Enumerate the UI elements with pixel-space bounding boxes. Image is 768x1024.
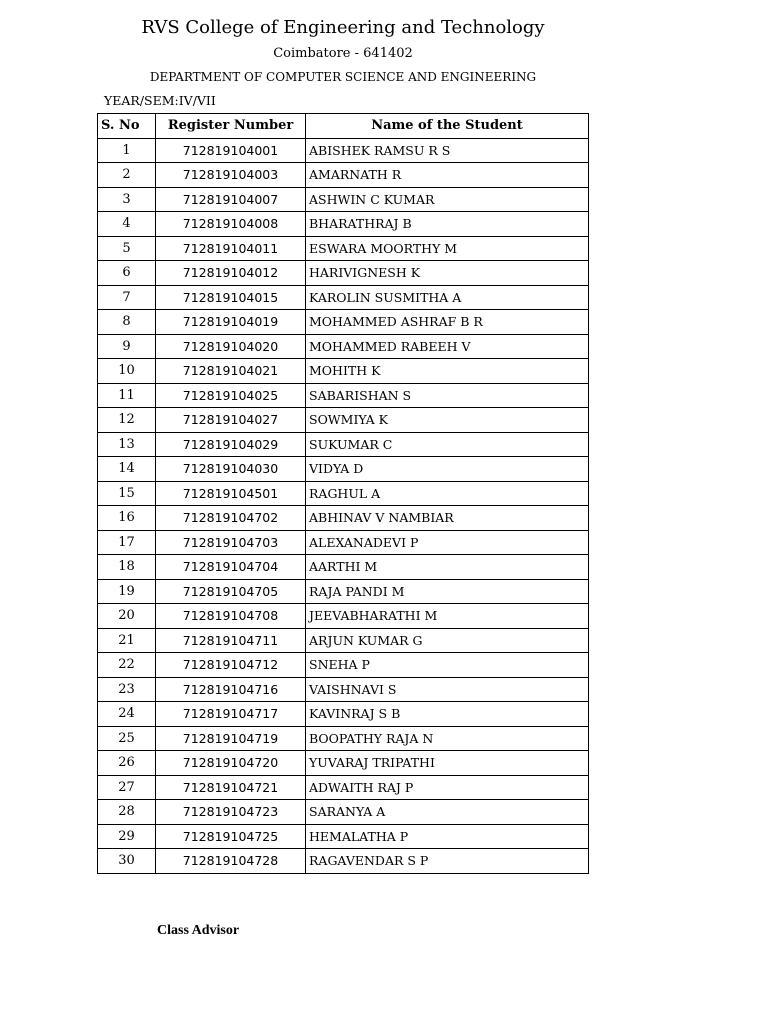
serial-number-cell: 9 — [98, 334, 156, 359]
table-row — [98, 457, 589, 482]
table-row — [98, 481, 589, 506]
student-name-cell: ASHWIN C KUMAR — [306, 187, 589, 212]
column-header-sno: S. No — [98, 114, 156, 139]
table-row — [98, 187, 589, 212]
table-row — [98, 261, 589, 286]
register-number-cell: 712819104008 — [156, 212, 306, 237]
table-row — [98, 432, 589, 457]
table-row — [98, 310, 589, 335]
register-number-cell: 712819104719 — [156, 726, 306, 751]
table-row — [98, 751, 589, 776]
student-name-cell: VIDYA D — [306, 457, 589, 482]
class-advisor-label: Class Advisor — [157, 923, 240, 938]
student-table-body — [98, 138, 589, 873]
student-name-cell: KAROLIN SUSMITHA A — [306, 285, 589, 310]
student-name-cell: HARIVIGNESH K — [306, 261, 589, 286]
table-row — [98, 628, 589, 653]
serial-number-cell: 11 — [98, 383, 156, 408]
table-row — [98, 138, 589, 163]
serial-number-cell: 18 — [98, 555, 156, 580]
register-number-cell: 712819104702 — [156, 506, 306, 531]
register-number-cell: 712819104705 — [156, 579, 306, 604]
college-title: RVS College of Engineering and Technology — [141, 17, 545, 38]
table-row — [98, 604, 589, 629]
table-header-row — [98, 114, 589, 139]
student-name-cell: ADWAITH RAJ P — [306, 775, 589, 800]
table-row — [98, 653, 589, 678]
student-name-cell: RAJA PANDI M — [306, 579, 589, 604]
register-number-cell: 712819104708 — [156, 604, 306, 629]
register-number-cell: 712819104021 — [156, 359, 306, 384]
register-number-cell: 712819104716 — [156, 677, 306, 702]
register-number-cell: 712819104704 — [156, 555, 306, 580]
year-sem-label: YEAR/SEM:IV/VII — [104, 93, 216, 108]
serial-number-cell: 1 — [98, 138, 156, 163]
table-row — [98, 163, 589, 188]
student-name-cell: SARANYA A — [306, 800, 589, 825]
student-name-cell: AARTHI M — [306, 555, 589, 580]
student-name-cell: ARJUN KUMAR G — [306, 628, 589, 653]
serial-number-cell: 3 — [98, 187, 156, 212]
register-number-cell: 712819104012 — [156, 261, 306, 286]
serial-number-cell: 10 — [98, 359, 156, 384]
student-name-cell: VAISHNAVI S — [306, 677, 589, 702]
table-row — [98, 530, 589, 555]
register-number-cell: 712819104030 — [156, 457, 306, 482]
serial-number-cell: 22 — [98, 653, 156, 678]
student-name-cell: ESWARA MOORTHY M — [306, 236, 589, 261]
student-name-cell: MOHITH K — [306, 359, 589, 384]
register-number-cell: 712819104003 — [156, 163, 306, 188]
register-number-cell: 712819104019 — [156, 310, 306, 335]
student-name-cell: RAGHUL A — [306, 481, 589, 506]
register-number-cell: 712819104015 — [156, 285, 306, 310]
register-number-cell: 712819104007 — [156, 187, 306, 212]
table-row — [98, 775, 589, 800]
serial-number-cell: 16 — [98, 506, 156, 531]
register-number-cell: 712819104725 — [156, 824, 306, 849]
table-row — [98, 408, 589, 433]
register-number-cell: 712819104501 — [156, 481, 306, 506]
serial-number-cell: 25 — [98, 726, 156, 751]
serial-number-cell: 7 — [98, 285, 156, 310]
student-name-cell: SOWMIYA K — [306, 408, 589, 433]
serial-number-cell: 30 — [98, 849, 156, 874]
student-table — [97, 113, 589, 874]
serial-number-cell: 5 — [98, 236, 156, 261]
serial-number-cell: 27 — [98, 775, 156, 800]
student-name-cell: JEEVABHARATHI M — [306, 604, 589, 629]
table-row — [98, 212, 589, 237]
student-name-cell: SABARISHAN S — [306, 383, 589, 408]
student-name-cell: BHARATHRAJ B — [306, 212, 589, 237]
student-name-cell: SUKUMAR C — [306, 432, 589, 457]
serial-number-cell: 26 — [98, 751, 156, 776]
student-name-cell: AMARNATH R — [306, 163, 589, 188]
student-name-cell: RAGAVENDAR S P — [306, 849, 589, 874]
table-row — [98, 800, 589, 825]
department-title: DEPARTMENT OF COMPUTER SCIENCE AND ENGINEERING — [149, 70, 537, 84]
table-row — [98, 849, 589, 874]
serial-number-cell: 14 — [98, 457, 156, 482]
table-row — [98, 334, 589, 359]
register-number-cell: 712819104027 — [156, 408, 306, 433]
student-name-cell: ABHINAV V NAMBIAR — [306, 506, 589, 531]
register-number-cell: 712819104720 — [156, 751, 306, 776]
student-name-cell: MOHAMMED ASHRAF B R — [306, 310, 589, 335]
serial-number-cell: 29 — [98, 824, 156, 849]
register-number-cell: 712819104703 — [156, 530, 306, 555]
serial-number-cell: 8 — [98, 310, 156, 335]
register-number-cell: 712819104001 — [156, 138, 306, 163]
serial-number-cell: 19 — [98, 579, 156, 604]
register-number-cell: 712819104721 — [156, 775, 306, 800]
serial-number-cell: 6 — [98, 261, 156, 286]
student-name-cell: MOHAMMED RABEEH V — [306, 334, 589, 359]
student-name-cell: HEMALATHA P — [306, 824, 589, 849]
serial-number-cell: 13 — [98, 432, 156, 457]
serial-number-cell: 28 — [98, 800, 156, 825]
register-number-cell: 712819104011 — [156, 236, 306, 261]
serial-number-cell: 21 — [98, 628, 156, 653]
student-name-cell: SNEHA P — [306, 653, 589, 678]
serial-number-cell: 17 — [98, 530, 156, 555]
student-name-cell: ALEXANADEVI P — [306, 530, 589, 555]
serial-number-cell: 15 — [98, 481, 156, 506]
serial-number-cell: 12 — [98, 408, 156, 433]
table-row — [98, 579, 589, 604]
serial-number-cell: 2 — [98, 163, 156, 188]
table-row — [98, 383, 589, 408]
register-number-cell: 712819104020 — [156, 334, 306, 359]
student-name-cell: ABISHEK RAMSU R S — [306, 138, 589, 163]
table-row — [98, 677, 589, 702]
table-row — [98, 285, 589, 310]
register-number-cell: 712819104723 — [156, 800, 306, 825]
table-row — [98, 359, 589, 384]
serial-number-cell: 23 — [98, 677, 156, 702]
serial-number-cell: 24 — [98, 702, 156, 727]
register-number-cell: 712819104712 — [156, 653, 306, 678]
serial-number-cell: 4 — [98, 212, 156, 237]
college-location: Coimbatore - 641402 — [273, 46, 413, 61]
student-name-cell: YUVARAJ TRIPATHI — [306, 751, 589, 776]
column-header-register-number: Register Number — [156, 114, 306, 139]
register-number-cell: 712819104711 — [156, 628, 306, 653]
table-row — [98, 236, 589, 261]
register-number-cell: 712819104029 — [156, 432, 306, 457]
student-name-cell: BOOPATHY RAJA N — [306, 726, 589, 751]
register-number-cell: 712819104025 — [156, 383, 306, 408]
student-name-cell: KAVINRAJ S B — [306, 702, 589, 727]
column-header-student-name: Name of the Student — [306, 114, 589, 139]
table-row — [98, 555, 589, 580]
table-row — [98, 702, 589, 727]
register-number-cell: 712819104717 — [156, 702, 306, 727]
table-row — [98, 824, 589, 849]
serial-number-cell: 20 — [98, 604, 156, 629]
table-row — [98, 726, 589, 751]
table-row — [98, 506, 589, 531]
register-number-cell: 712819104728 — [156, 849, 306, 874]
